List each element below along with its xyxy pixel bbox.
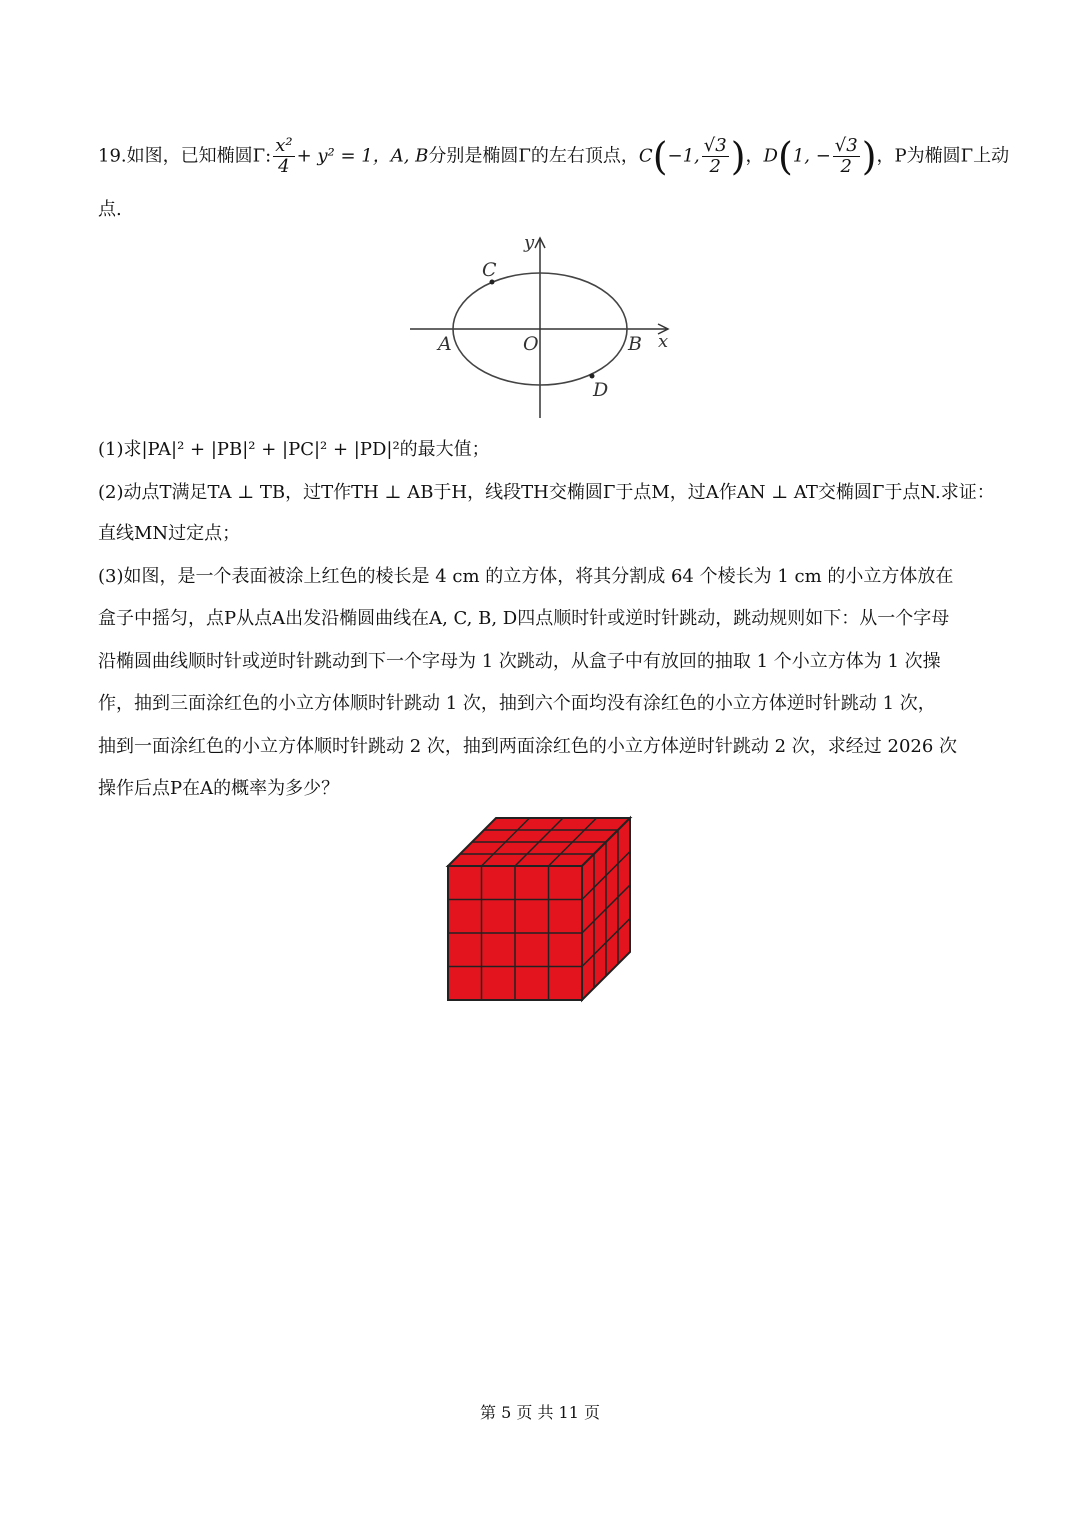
point-d-label: D [763,145,778,167]
point-c-fraction: $\frac{√3}{2}$ [703,135,727,177]
red-cube-figure [440,808,640,1008]
label-d: D [593,379,609,401]
part-2-line-2: 直线MN过定点； [98,523,241,544]
point-d-fraction: $\frac{√3}{2}$ [834,135,858,177]
equation-fraction: $\frac{\text{x²}}{4}$ [275,135,293,177]
part-3-line-2: 盒子中摇匀，点P从点A出发沿椭圆曲线在A, C, B, D四点顺时针或逆时针跳动，跳动规则如下：从一个字母 [98,608,950,629]
question-tail: ，P为椭圆Γ上动 [876,145,1010,167]
equation-rest: + y² = 1， [296,145,391,167]
page-footer: 第 5 页 共 11 页 [480,1403,600,1422]
question-stem-line-2: 点. [98,199,122,220]
label-a: A [438,333,452,355]
separator: ， [745,145,764,167]
question-stem-line-1: 19.如图，已知椭圆Γ: $\frac{\text{x²}}{4}$ + y² = 1，A, B分别是椭圆Γ的左右顶点，C(−1, $\frac{√3}{2}$ )，D(1, − $\frac{√3}{2}$ )，P为椭圆Γ上动 [98,134,1010,179]
point-c-coord: −1, [667,145,700,167]
point-d-coord: 1, − [792,145,831,167]
point-d [590,374,595,379]
part-3-line-5: 抽到一面涂红色的小立方体顺时针跳动 2 次，抽到两面涂红色的小立方体逆时针跳动 2 次，求经过 2026 次 [98,736,958,757]
part-2-line-1: (2)动点T满足TA ⊥ TB，过T作TH ⊥ AB于H，线段TH交椭圆Γ于点M，过A作AN ⊥ AT交椭圆Γ于点N.求证： [98,482,995,503]
points-ab: A, B [390,145,429,167]
question-number-prefix: 19.如图，已知椭圆Γ: [98,145,272,167]
label-c: C [482,259,497,281]
after-ab-text: 分别是椭圆Γ的左右顶点， [428,145,639,167]
part-1: (1)求|PA|² + |PB|² + |PC|² + |PD|²的最大值； [98,439,490,460]
part-3-line-4: 作，抽到三面涂红色的小立方体顺时针跳动 1 次，抽到六个面均没有涂红色的小立方体逆时针跳动 1 次， [98,693,936,714]
label-x: x [658,331,669,352]
part-3-line-6: 操作后点P在A的概率为多少？ [98,778,340,799]
label-y: y [524,232,535,253]
point-c-label: C [638,145,653,167]
part-3-line-3: 沿椭圆曲线顺时针或逆时针跳动到下一个字母为 1 次跳动，从盒子中有放回的抽取 1 个小立方体为 1 次操 [98,651,941,672]
ellipse-figure [400,230,690,425]
label-b: B [628,333,642,355]
label-o: O [523,333,539,355]
part-3-line-1: (3)如图，是一个表面被涂上红色的棱长是 4 cm 的立方体，将其分割成 64 个棱长为 1 cm 的小立方体放在 [98,566,954,587]
